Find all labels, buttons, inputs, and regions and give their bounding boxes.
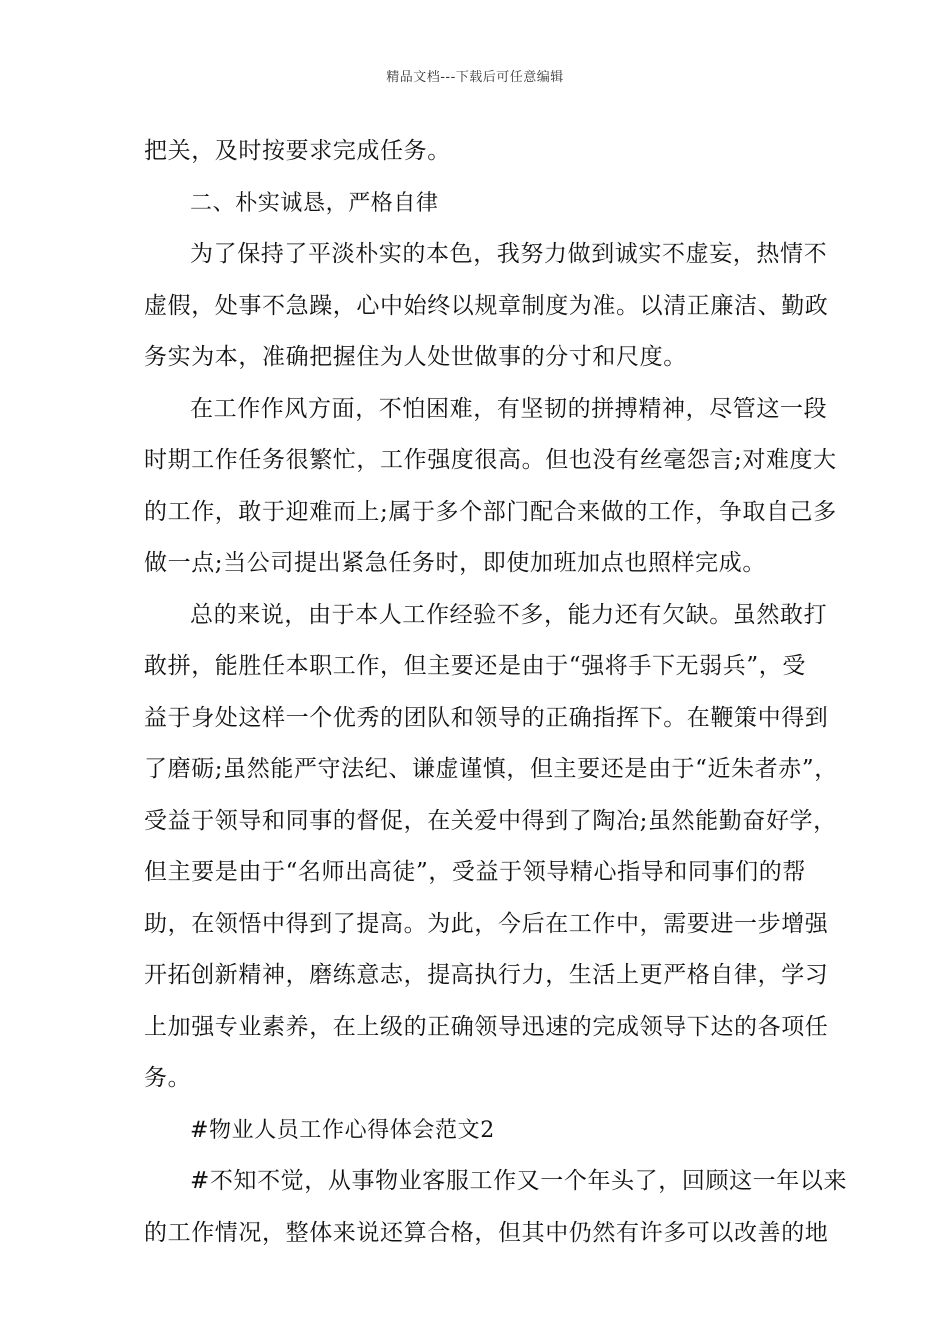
text-line: 总的来说，由于本人工作经验不多，能力还有欠缺。虽然敢打 — [190, 601, 828, 628]
page-header: 精品文档---下载后可任意编辑 — [386, 70, 564, 85]
section-heading: 二、朴实诚恳，严格自律 — [190, 190, 439, 216]
article-title: #物业人员工作心得体会范文2 — [190, 1117, 495, 1143]
text-line: 受益于领导和同事的督促，在关爱中得到了陶冶;虽然能勤奋好学， — [144, 807, 837, 834]
text-line: 的工作情况，整体来说还算合格，但其中仍然有许多可以改善的地 — [144, 1219, 829, 1246]
text-line: 的工作，敢于迎难而上;属于多个部门配合来做的工作，争取自己多 — [144, 498, 837, 525]
text-line: 务实为本，准确把握住为人处世做事的分寸和尺度。 — [144, 344, 687, 370]
text-line: 了磨砺;虽然能严守法纪、谦虚谨慎，但主要还是由于“近朱者赤”， — [144, 756, 838, 782]
document-body — [144, 126, 848, 1259]
text-line: 益于身处这样一个优秀的团队和领导的正确指挥下。在鞭策中得到 — [144, 704, 829, 731]
text-line: #不知不觉，从事物业客服工作又一个年头了，回顾这一年以来 — [190, 1168, 848, 1194]
text-line: 但主要是由于“名师出高徒”，受益于领导精心指导和同事们的帮 — [144, 859, 806, 885]
text-line: 务。 — [144, 1065, 192, 1091]
text-line: 开拓创新精神，磨练意志，提高执行力，生活上更严格自律，学习 — [144, 962, 829, 988]
text-line: 虚假，处事不急躁，心中始终以规章制度为准。以清正廉洁、勤政 — [144, 292, 829, 319]
text-line: 在工作作风方面，不怕困难，有坚韧的拼搏精神，尽管这一段 — [190, 395, 828, 422]
text-line: 把关，及时按要求完成任务。 — [144, 138, 451, 164]
text-line: 时期工作任务很繁忙，工作强度很高。但也没有丝毫怨言;对难度大 — [144, 447, 837, 473]
text-line: 助，在领悟中得到了提高。为此，今后在工作中，需要进一步增强 — [144, 910, 829, 937]
text-line: 为了保持了平淡朴实的本色，我努力做到诚实不虚妄，热情不 — [190, 241, 828, 267]
text-line: 上加强专业素养，在上级的正确领导迅速的完成领导下达的各项任 — [144, 1013, 829, 1040]
text-line: 做一点;当公司提出紧急任务时，即使加班加点也照样完成。 — [144, 550, 766, 576]
text-line: 敢拼，能胜任本职工作，但主要还是由于“强将手下无弱兵”，受 — [144, 653, 806, 679]
